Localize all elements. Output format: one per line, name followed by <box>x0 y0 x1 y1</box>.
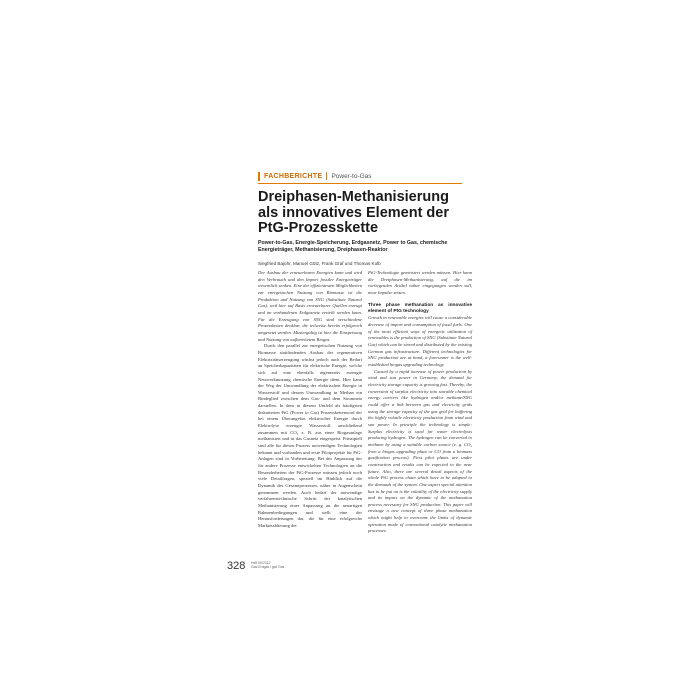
article-keywords: Power-to-Gas, Energie-Speicherung, Erdgasnetz, Power to Gas, chemische Energieträger, Methanisierung, Dreiphasen-Reaktor <box>258 240 448 254</box>
article-title: Dreiphasen-Methanisierung als innovatives Element der PtG-Prozesskette <box>258 189 449 236</box>
header-separator <box>326 172 327 180</box>
header-topic: Power-to-Gas <box>331 172 372 180</box>
abstract-german-continued: PtG-Technologie gemeistert werden müssen. Hier kann die Dreiphasen-Methanisierung, auf die im vorliegenden Artikel näher eingegangen werden soll, neue Impulse setzen. <box>368 270 472 295</box>
footer-journal-info <box>251 561 284 569</box>
body-paragraph: Durch den parallel zur energetischen Nutzung von Biomasse stattfindenden Ausbau der regenerativen Elektrizitätserzeugung wächst jedoch auch der Bedarf an Speicherkapazitäten für elektrische Energie, welche sich auf eine ebenfalls regenerativ erzeugte Netzwerknutzung chemische Energie dient. Hier kann der Weg der Umwandlung der elektrischen Energie in Wasserstoff und dessen Umwandlung in Methan ein Bindeglied zwischen dem Gas- und dem Stromnetz darstellen. In dem in diesem Umfeld als häufigsten diskutierten PtG (Power to Gas) Prozesskettenwird der bei einem Überangebot elektrischer Energie durch Elektrolyse erzeugte Wasserstoff anschließend zusammen mit CO₂ z. B. aus einer Biogasanlage methanisiert und in das Gasnetz eingespeist. Prinzipiell sind alle für diesen Prozess notwendigen Technologien bekannt und vorhanden und erste Pilotprojekte für PtG-Anlagen sind in Vorbereitung. Bei der Anpassung der für andere Prozesse entwickelten Technologien an die Besonderheiten der PtG-Prozesse müssen jedoch noch viele Detailfragen, speziell im Hinblick auf die Dynamik des Gesamtprozesses, näher in Augenschein genommen werden. Auch bedarf der notwendige verfahrenstechnische Schritt der katalytischen Methanisierung einer Anpassung an die neuartigen Rahmenbedingungen und stellt eine der Herausforderungen dar, die für eine erfolgreiche Marktetablierung der <box>258 343 362 528</box>
header-accent-bar <box>258 172 260 181</box>
abstract-english-paragraph-1: Growth in renewable energies will cause a considerable decrease of import and consumption of fossil fuels. One of the most efficient ways of energetic utilization of renewables is the production of SNG (Substitute Natural Gas) which can be stored and distributed by the existing German gas infrastructure. Different technologies for SNG production are at hand, a forerunner is the well-established biogas upgrading technology. <box>368 315 472 368</box>
footer-journal-name: Gas-Erdgas / gwf Gas <box>251 565 285 569</box>
abstract-german: Der Ausbau der erneuerbaren Energien kann und wird den Verbrauch und den Import fossiler Energieträger wesentlich senken. Eine der effizientesten Möglichkeiten zur energetischen Nutzung von Biomasse ist die Produktion und Nutzung von SNG (Substitute Natural Gas), weil hier auf Basis erneuerbarer Quellen erzeugt und im vorhandenen Erdgasnetz verteilt werden kann. Für die Erzeugung von SNG sind verschiedene Prozessketten denkbar, die teilweise bereits erfolgreich umgesetzt werden. Mustergültig ist hier die Einspeisung und Nutzung von aufbereitetem Biogas. <box>258 270 362 342</box>
abstract-english-paragraph-2: Caused by a rapid increase of power production by wind and sun power in Germany, the demand for electricity storage capacity is growing fast. Thereby, the conversion of surplus electricity into storable chemical energy carriers like hydrogen and/or methane/SNG could offer a link between gas and electricity grids using the storage capacity of the gas grid for buffering the highly volatile electricity production from wind and sun power. In principle the technology is simple: Surplus electricity is used for water electrolysis producing hydrogen. The hydrogen can be converted to methane by using a suitable carbon source (e. g. CO₂ from a biogas upgrading plant or CO from a biomass gasification process). First pilot plants are under construction and results can be expected in the near future. Also, there are several detail aspects of the whole PtG process chain which have to be adapted to the demands of the system. One aspect special attention has to be put on is the volatility of the electricity supply and its impact on the dynamic of the methanation process necessary for SNG production. This paper will envisage a new concept of three phase methanation which might help to overcome the limits of dynamic operation mode of conventional catalytic methanation processes. <box>368 368 472 534</box>
header-category: FACHBERICHTE <box>264 172 323 180</box>
section-header <box>258 170 372 182</box>
text-column-left <box>258 270 362 530</box>
text-column-right <box>368 270 472 535</box>
article-authors: Siegfried Bajohr, Manuel Götz, Frank Graf und Thomas Kolb <box>258 261 381 266</box>
page-number: 328 <box>227 560 246 572</box>
footer-issue: Heft 06/2012 <box>251 561 271 565</box>
header-rule <box>258 183 462 184</box>
english-abstract-heading: Three phase methanation as innovative element of PtG technology <box>368 302 472 315</box>
